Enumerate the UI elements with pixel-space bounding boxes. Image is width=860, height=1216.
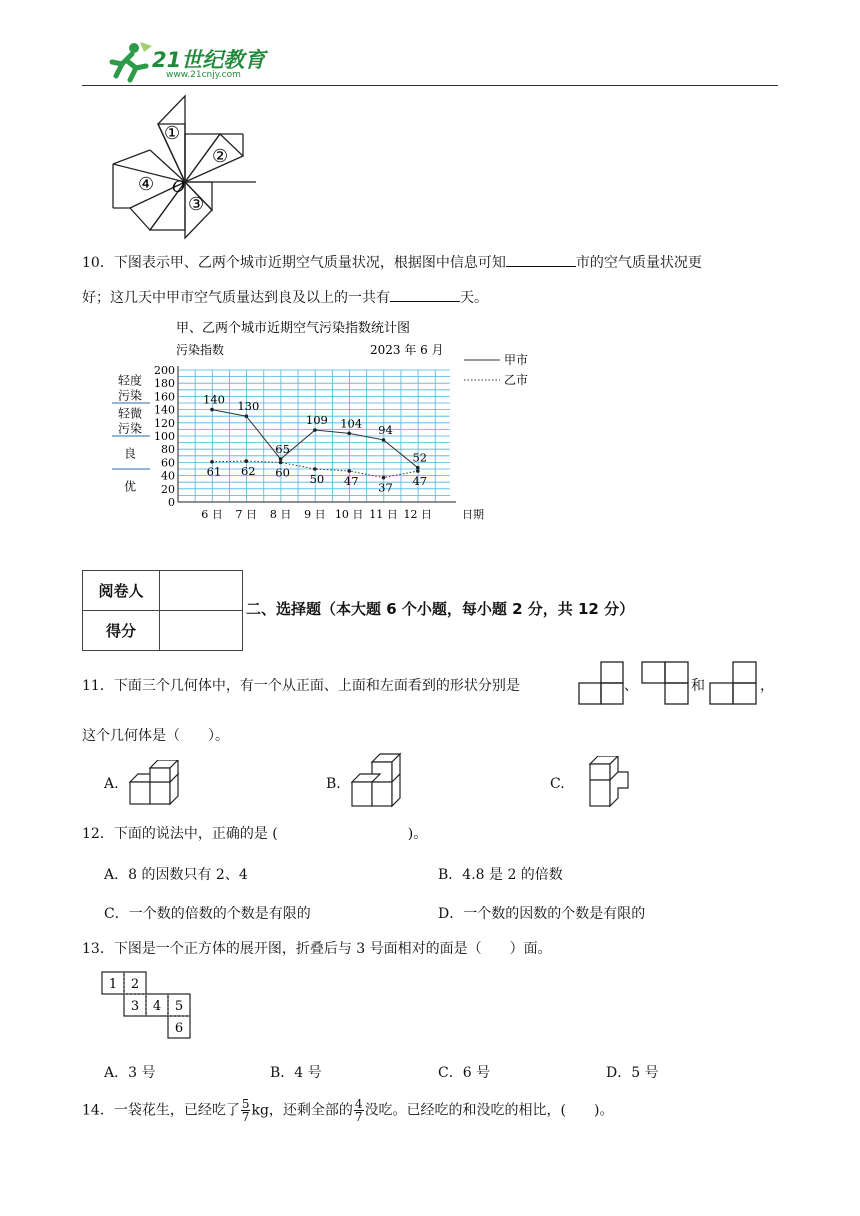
q12-stem: 12．下面的说法中，正确的是 ( )。 [82, 826, 428, 842]
x-tick-label: 6 日 [201, 508, 223, 521]
y-tick-label: 0 [168, 496, 175, 509]
data-label: 140 [203, 392, 225, 407]
pinwheel-label-3: ③ [188, 194, 205, 215]
chart-ylabel: 污染指数 [176, 343, 225, 357]
data-label: 61 [206, 464, 222, 479]
q11-view-top [640, 660, 690, 706]
y-tick-label: 140 [154, 403, 175, 417]
q14-fraction-left: $\frac{4}{7}$ [354, 1097, 363, 1124]
y-tick-label: 180 [154, 377, 175, 391]
q11-option-c[interactable]: C. [550, 776, 565, 792]
q11-view-left [708, 660, 758, 706]
data-label: 94 [378, 422, 393, 437]
air-quality-chart [108, 318, 548, 528]
legend-label-1: 乙市 [504, 373, 529, 387]
band-label-1-b: 污染 [117, 421, 143, 436]
band-label-2: 良 [123, 446, 137, 461]
logo-url: www.21cnjy.com [166, 70, 241, 80]
net-face-2: 2 [130, 977, 140, 992]
chart-title: 甲、乙两个城市近期空气污染指数统计图 [176, 321, 411, 336]
data-label: 62 [240, 464, 256, 479]
x-tick-label: 9 日 [304, 508, 326, 521]
data-label: 50 [309, 472, 325, 486]
pinwheel-label-4: ④ [138, 174, 155, 195]
q11-sep2: 和 [691, 678, 705, 694]
data-point [382, 438, 386, 442]
data-point [416, 469, 420, 473]
q14-fraction-eaten: $\frac{5}{7}$ [241, 1097, 250, 1124]
y-tick-label: 80 [161, 443, 175, 457]
data-label: 130 [237, 399, 260, 414]
q12-option-a[interactable]: A．8 的因数只有 2、4 [104, 867, 248, 883]
logo-title: 21世纪教育 [152, 48, 266, 72]
data-label: 37 [378, 480, 393, 495]
data-point [313, 428, 317, 432]
q11-solid-b [350, 752, 412, 810]
data-point [279, 461, 283, 465]
data-point [347, 432, 351, 436]
legend-label-0: 甲市 [504, 353, 529, 367]
y-tick-label: 160 [154, 390, 175, 404]
band-label-3: 优 [123, 479, 137, 494]
pinwheel-label-1: ① [164, 123, 181, 144]
grader-label: 阅卷人 [83, 571, 160, 611]
section2-title: 二、选择题（本大题 6 个小题，每小题 2 分，共 12 分） [246, 600, 635, 618]
score-table [82, 570, 243, 651]
grader-cell[interactable] [160, 571, 243, 611]
data-point [210, 408, 214, 412]
x-tick-label: 11 日 [369, 508, 398, 521]
q11-sep1: 、 [624, 678, 638, 694]
q13-stem: 13．下图是一个正方体的展开图，折叠后与 3 号面相对的面是（ ）面。 [82, 941, 552, 957]
y-tick-label: 200 [154, 364, 175, 377]
y-tick-label: 20 [161, 482, 175, 496]
y-tick-label: 40 [161, 469, 175, 483]
q11-view-front [577, 660, 625, 706]
q12-option-d[interactable]: D．一个数的因数的个数是有限的 [438, 906, 646, 922]
data-point [313, 467, 317, 471]
q10-line2: 好；这几天中甲市空气质量达到良及以上的一共有 天。 [82, 287, 488, 307]
data-point [245, 459, 249, 463]
x-tick-label: 12 日 [403, 508, 433, 521]
band-label-0: 轻度 [117, 373, 143, 388]
data-label: 65 [275, 442, 290, 457]
y-tick-label: 60 [161, 456, 175, 470]
net-face-6: 6 [174, 1021, 184, 1036]
data-label: 104 [340, 416, 363, 431]
net-face-3: 3 [130, 999, 140, 1014]
net-face-4: 4 [152, 999, 162, 1014]
data-point [347, 469, 351, 473]
q11-solid-a [128, 760, 190, 808]
net-face-1: 1 [108, 977, 118, 992]
data-point [382, 476, 386, 480]
runner-logo-icon [104, 40, 154, 84]
pinwheel-center-label: O [172, 177, 186, 196]
x-tick-label: 7 日 [235, 508, 258, 521]
q10-line1: 10．下图表示甲、乙两个城市近期空气质量状况，根据图中信息可知 市的空气质量状况更 [82, 252, 702, 272]
q10-blank-days[interactable] [390, 287, 460, 302]
data-point [416, 466, 420, 470]
x-tick-label: 10 日 [334, 508, 364, 521]
q11-option-b[interactable]: B. [326, 776, 341, 792]
q11-sep3: ， [760, 678, 774, 694]
x-tick-label: 8 日 [269, 508, 292, 521]
q13-option-d[interactable]: D．5 号 [606, 1065, 659, 1081]
data-point [279, 457, 283, 461]
data-label: 109 [305, 413, 328, 428]
data-label: 47 [343, 473, 359, 488]
chart-date-note: 2023 年 6 月 [370, 343, 444, 357]
q13-option-a[interactable]: A．3 号 [104, 1065, 156, 1081]
score-label: 得分 [83, 611, 160, 651]
score-cell[interactable] [160, 611, 243, 651]
data-label: 52 [412, 450, 428, 465]
cube-net-figure [100, 970, 198, 1044]
q12-option-c[interactable]: C．一个数的倍数的个数是有限的 [104, 906, 311, 922]
y-tick-label: 120 [154, 416, 175, 430]
q11-line2: 这个几何体是（ ）。 [82, 728, 229, 744]
header-rule [82, 85, 778, 86]
band-label-0-b: 污染 [117, 388, 143, 403]
q13-option-b[interactable]: B．4 号 [270, 1065, 322, 1081]
pinwheel-label-2: ② [212, 146, 229, 167]
q13-option-c[interactable]: C．6 号 [438, 1065, 491, 1081]
y-tick-label: 100 [154, 430, 175, 443]
q10-blank-city[interactable] [506, 252, 576, 267]
q11-solid-c [574, 756, 636, 810]
q12-option-b[interactable]: B．4.8 是 2 的倍数 [438, 867, 563, 883]
data-point [245, 414, 249, 418]
data-point [210, 460, 214, 464]
x-axis-label: 日期 [462, 508, 484, 521]
data-label: 60 [275, 465, 290, 480]
header-logo [104, 40, 284, 84]
q14-stem: 14．一袋花生，已经吃了 $\frac{5}{7}$ kg，还剩全部的 $\frac{4}{7}$ 没吃。已经吃的和没吃的相比，( )。 [82, 1097, 614, 1124]
q11-line1: 11．下面三个几何体中，有一个从正面、上面和左面看到的形状分别是 [82, 678, 520, 694]
band-label-1: 轻微 [117, 406, 143, 421]
data-label: 47 [412, 473, 428, 488]
q11-option-a[interactable]: A. [104, 776, 119, 792]
pinwheel-figure [108, 94, 258, 240]
net-face-5: 5 [174, 999, 184, 1014]
